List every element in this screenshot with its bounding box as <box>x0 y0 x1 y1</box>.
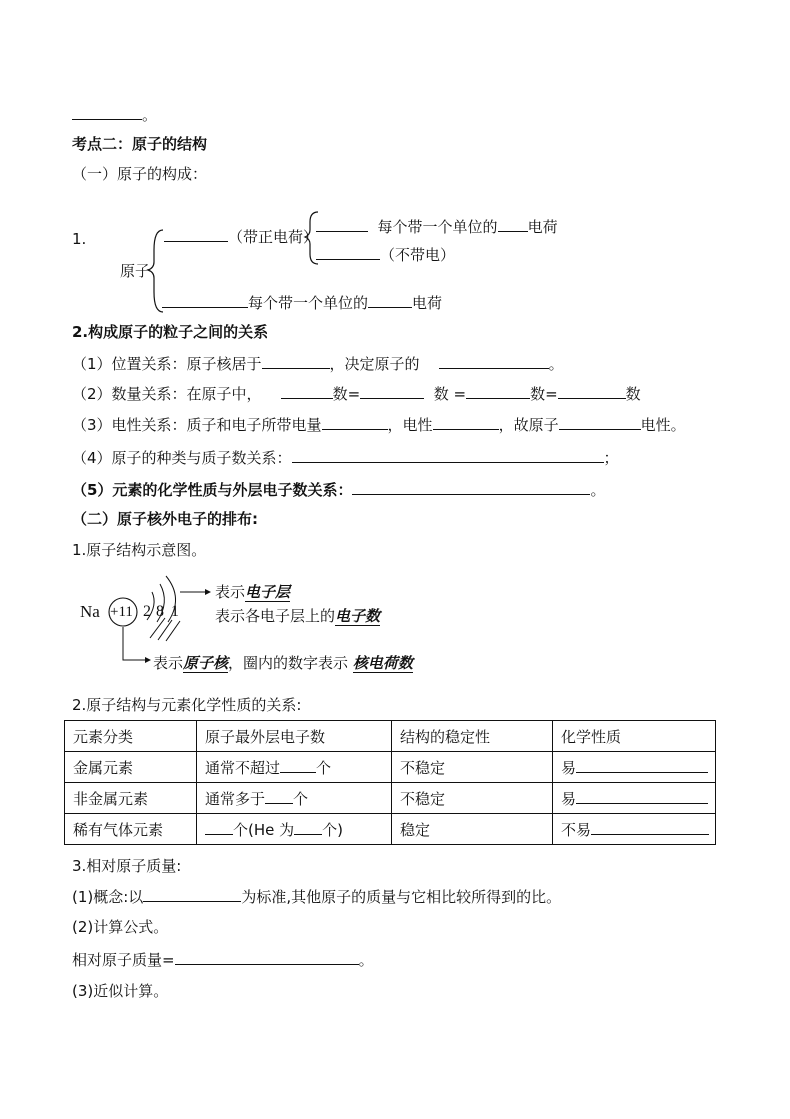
structure-property-table <box>64 720 716 845</box>
text: ，决定原子的 <box>329 355 420 373</box>
text: 。 <box>590 481 606 499</box>
handwritten-answer: 原子核 <box>183 654 229 672</box>
table-cell: 不稳定 <box>392 783 553 814</box>
text: 个) <box>322 820 343 839</box>
blank <box>576 789 708 804</box>
table-row <box>65 814 716 845</box>
text: 数= <box>530 385 558 403</box>
text: （2）数量关系：在原子中， <box>72 385 262 403</box>
text: （3）电性关系：质子和电子所带电量 <box>72 416 322 434</box>
table-header-row <box>65 721 716 752</box>
blank <box>280 758 316 773</box>
text: 个(He 为 <box>233 820 295 839</box>
electron-desc: 每个带一个单位的 <box>248 294 369 312</box>
shell-2-count: 8 <box>156 603 164 620</box>
blank <box>294 820 322 835</box>
table-row <box>65 783 716 814</box>
text: (1)概念:以 <box>72 888 144 906</box>
atom-label: 原子 <box>120 262 151 280</box>
table-cell: 不稳定 <box>392 752 553 783</box>
text: 为标准,其他原子的质量与它相比较所得到的比。 <box>241 888 562 906</box>
shell-3-count: 1 <box>171 603 179 620</box>
label-nucleus <box>153 653 413 673</box>
text: 表示 <box>153 654 184 672</box>
blank <box>576 758 708 773</box>
text: 电性。 <box>640 416 686 434</box>
subsection-title-2: （二）原子核外电子的排布: <box>72 510 258 528</box>
mass-formula-title: (2)计算公式。 <box>72 918 169 936</box>
text: 。 <box>548 355 564 373</box>
table-header: 结构的稳定性 <box>392 721 553 752</box>
neutron-paren: （不带电） <box>380 246 456 264</box>
table-cell <box>553 783 716 814</box>
shell-1-count: 2 <box>143 603 151 620</box>
text: 相对原子质量= <box>72 951 175 969</box>
section-title: 考点二：原子的结构 <box>72 135 208 153</box>
element-symbol: Na <box>80 602 100 621</box>
text: ； <box>603 449 619 467</box>
blank <box>143 886 241 902</box>
text: 。 <box>358 951 374 969</box>
table-header: 化学性质 <box>553 721 716 752</box>
table-header: 元素分类 <box>65 721 197 752</box>
table-cell: 金属元素 <box>65 752 197 783</box>
blank <box>265 789 293 804</box>
period: 。 <box>142 106 158 124</box>
table-cell: 稀有气体元素 <box>65 814 197 845</box>
mass-title: 3.相对原子质量: <box>72 857 182 875</box>
table-title: 2.原子结构与元素化学性质的关系: <box>72 696 302 714</box>
text: 个 <box>293 789 309 808</box>
text: 个 <box>316 758 332 777</box>
text: （4）原子的种类与质子数关系： <box>72 449 292 467</box>
table-cell <box>197 752 392 783</box>
blank <box>175 949 359 965</box>
table-header: 原子最外层电子数 <box>197 721 392 752</box>
text: ，故原子 <box>498 416 559 434</box>
text: 通常不超过 <box>205 758 281 777</box>
text: 易 <box>561 789 577 808</box>
table-cell <box>197 783 392 814</box>
text: 不易 <box>561 820 592 839</box>
handwritten-answer: 电子层 <box>245 583 291 601</box>
mass-concept <box>72 886 561 907</box>
schematic-title: 1.原子结构示意图。 <box>72 541 207 559</box>
charge-word: 电荷 <box>412 294 443 312</box>
text: （1）位置关系：原子核居于 <box>72 355 262 373</box>
label-shell <box>215 582 290 602</box>
mass-formula <box>72 949 374 970</box>
relations-title: 2.构成原子的粒子之间的关系 <box>72 323 269 341</box>
item-number: 1. <box>72 230 87 248</box>
table-cell: 非金属元素 <box>65 783 197 814</box>
text: 数 <box>625 385 641 403</box>
mass-approx: (3)近似计算。 <box>72 982 169 1000</box>
text: 数 = <box>433 385 467 403</box>
nucleus-charge: +11 <box>110 604 133 620</box>
text: 通常多于 <box>205 789 266 808</box>
proton-paren: （带正电荷） <box>228 228 319 246</box>
blank <box>205 820 233 835</box>
proton-desc: 每个带一个单位的 <box>377 218 498 236</box>
text: ，圈内的数字表示 <box>228 654 349 672</box>
table-row <box>65 752 716 783</box>
text: （5）元素的化学性质与外层电子数关系： <box>72 481 353 499</box>
text: ，电性 <box>387 416 433 434</box>
handwritten-answer: 电子数 <box>335 607 381 625</box>
blank <box>591 820 709 835</box>
text: 表示 <box>215 583 246 601</box>
handwritten-answer: 核电荷数 <box>352 654 413 672</box>
table-cell <box>197 814 392 845</box>
table-cell <box>553 814 716 845</box>
text: 数= <box>332 385 361 403</box>
subsection-title: （一）原子的构成： <box>72 165 208 183</box>
text: 易 <box>561 758 577 777</box>
label-electron-count <box>215 606 380 626</box>
table-cell: 稳定 <box>392 814 553 845</box>
table-cell <box>553 752 716 783</box>
charge-word: 电荷 <box>527 218 558 236</box>
text: 表示各电子层上的 <box>215 607 336 625</box>
